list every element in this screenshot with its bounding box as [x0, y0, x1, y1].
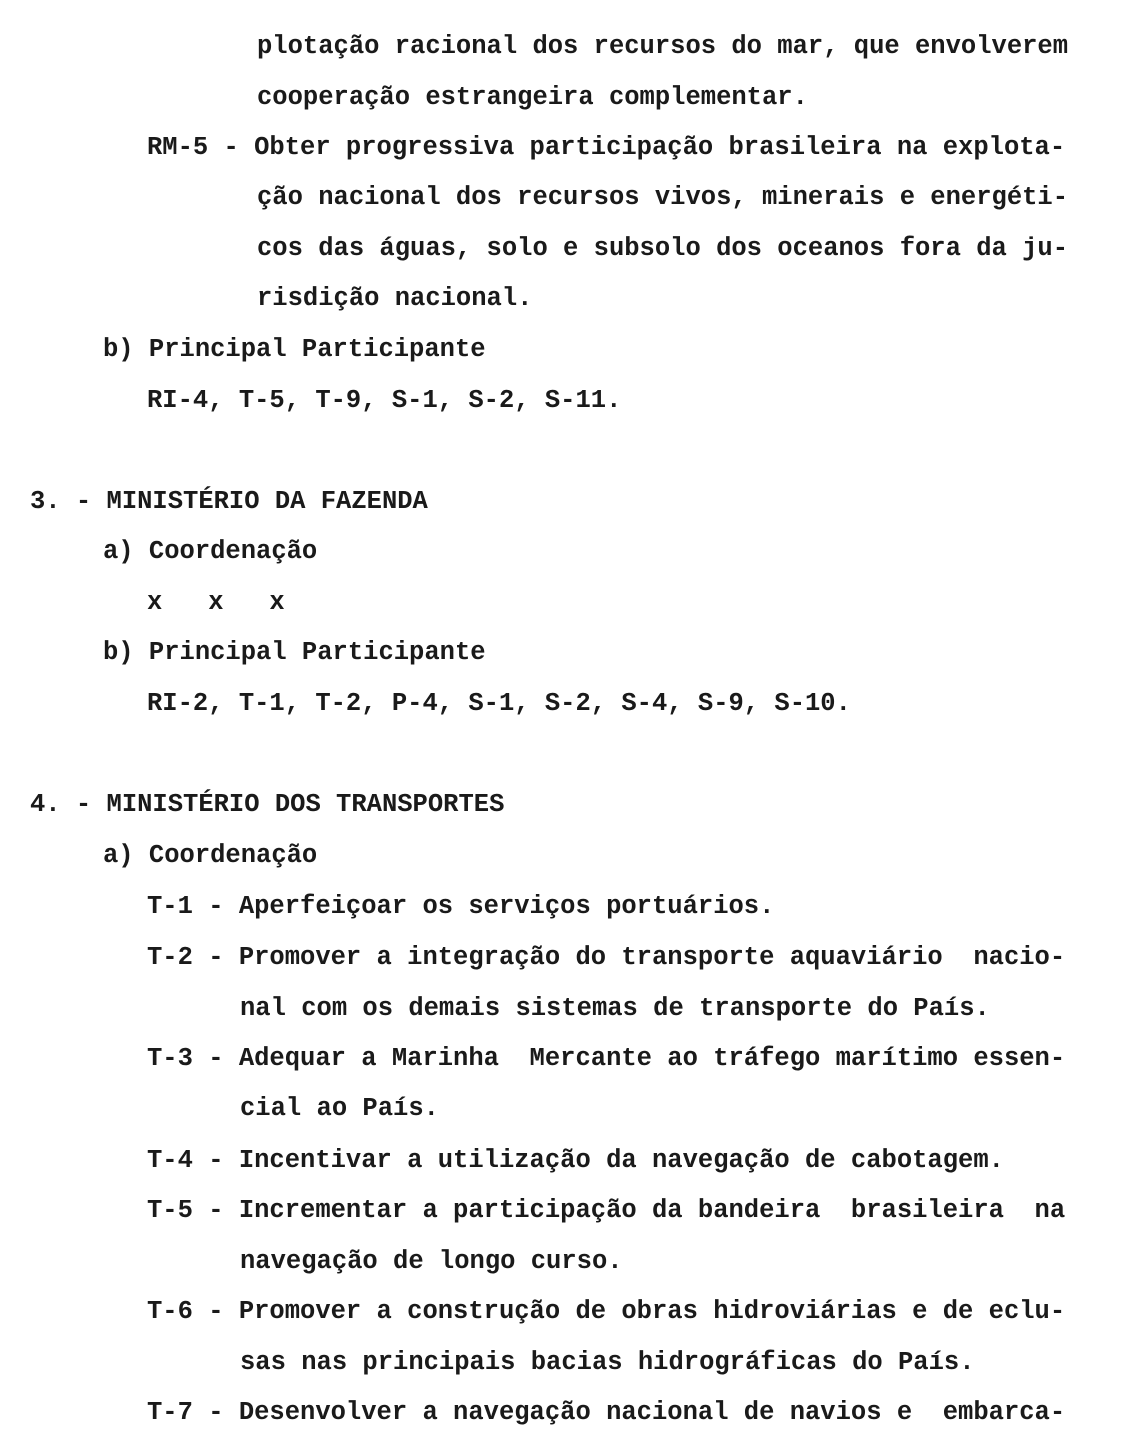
- item-t3: T-3 - Adequar a Marinha Mercante ao tráfego marítimo essen-: [147, 1044, 1066, 1073]
- item-rm5-continuation: ção nacional dos recursos vivos, minerais e energéti-: [257, 183, 1069, 212]
- item-t5: T-5 - Incrementar a participação da bandeira brasileira na: [147, 1196, 1066, 1225]
- placeholder-marks: x x x: [147, 588, 285, 617]
- subheading-coordenacao: a) Coordenação: [103, 841, 318, 870]
- item-rm4-continuation: plotação racional dos recursos do mar, que envolverem: [257, 32, 1069, 61]
- item-t6-continuation: sas nas principais bacias hidrográficas do País.: [240, 1348, 975, 1377]
- item-t2: T-2 - Promover a integração do transporte aquaviário nacio-: [147, 943, 1066, 972]
- item-t5-continuation: navegação de longo curso.: [240, 1247, 623, 1276]
- subheading-coordenacao: a) Coordenação: [103, 537, 318, 566]
- item-t7: T-7 - Desenvolver a navegação nacional de navios e embarca-: [147, 1398, 1066, 1427]
- item-t6: T-6 - Promover a construção de obras hidroviárias e de eclu-: [147, 1297, 1066, 1326]
- item-t4: T-4 - Incentivar a utilização da navegação de cabotagem.: [147, 1146, 1004, 1175]
- item-t2-continuation: nal com os demais sistemas de transporte do País.: [240, 994, 990, 1023]
- section-heading-fazenda: 3. - MINISTÉRIO DA FAZENDA: [30, 487, 428, 516]
- item-rm5: RM-5 - Obter progressiva participação brasileira na explota-: [147, 133, 1066, 162]
- section-heading-transportes: 4. - MINISTÉRIO DOS TRANSPORTES: [30, 790, 505, 819]
- participant-list: RI-4, T-5, T-9, S-1, S-2, S-11.: [147, 386, 622, 415]
- item-rm5-continuation: risdição nacional.: [257, 284, 533, 313]
- item-t3-continuation: cial ao País.: [240, 1094, 439, 1123]
- item-rm5-continuation: cos das águas, solo e subsolo dos oceanos fora da ju-: [257, 234, 1069, 263]
- subheading-principal-participante: b) Principal Participante: [103, 638, 486, 667]
- participant-list: RI-2, T-1, T-2, P-4, S-1, S-2, S-4, S-9, S-10.: [147, 689, 851, 718]
- item-t1: T-1 - Aperfeiçoar os serviços portuários.: [147, 892, 775, 921]
- item-rm4-continuation: cooperação estrangeira complementar.: [257, 83, 808, 112]
- subheading-principal-participante: b) Principal Participante: [103, 335, 486, 364]
